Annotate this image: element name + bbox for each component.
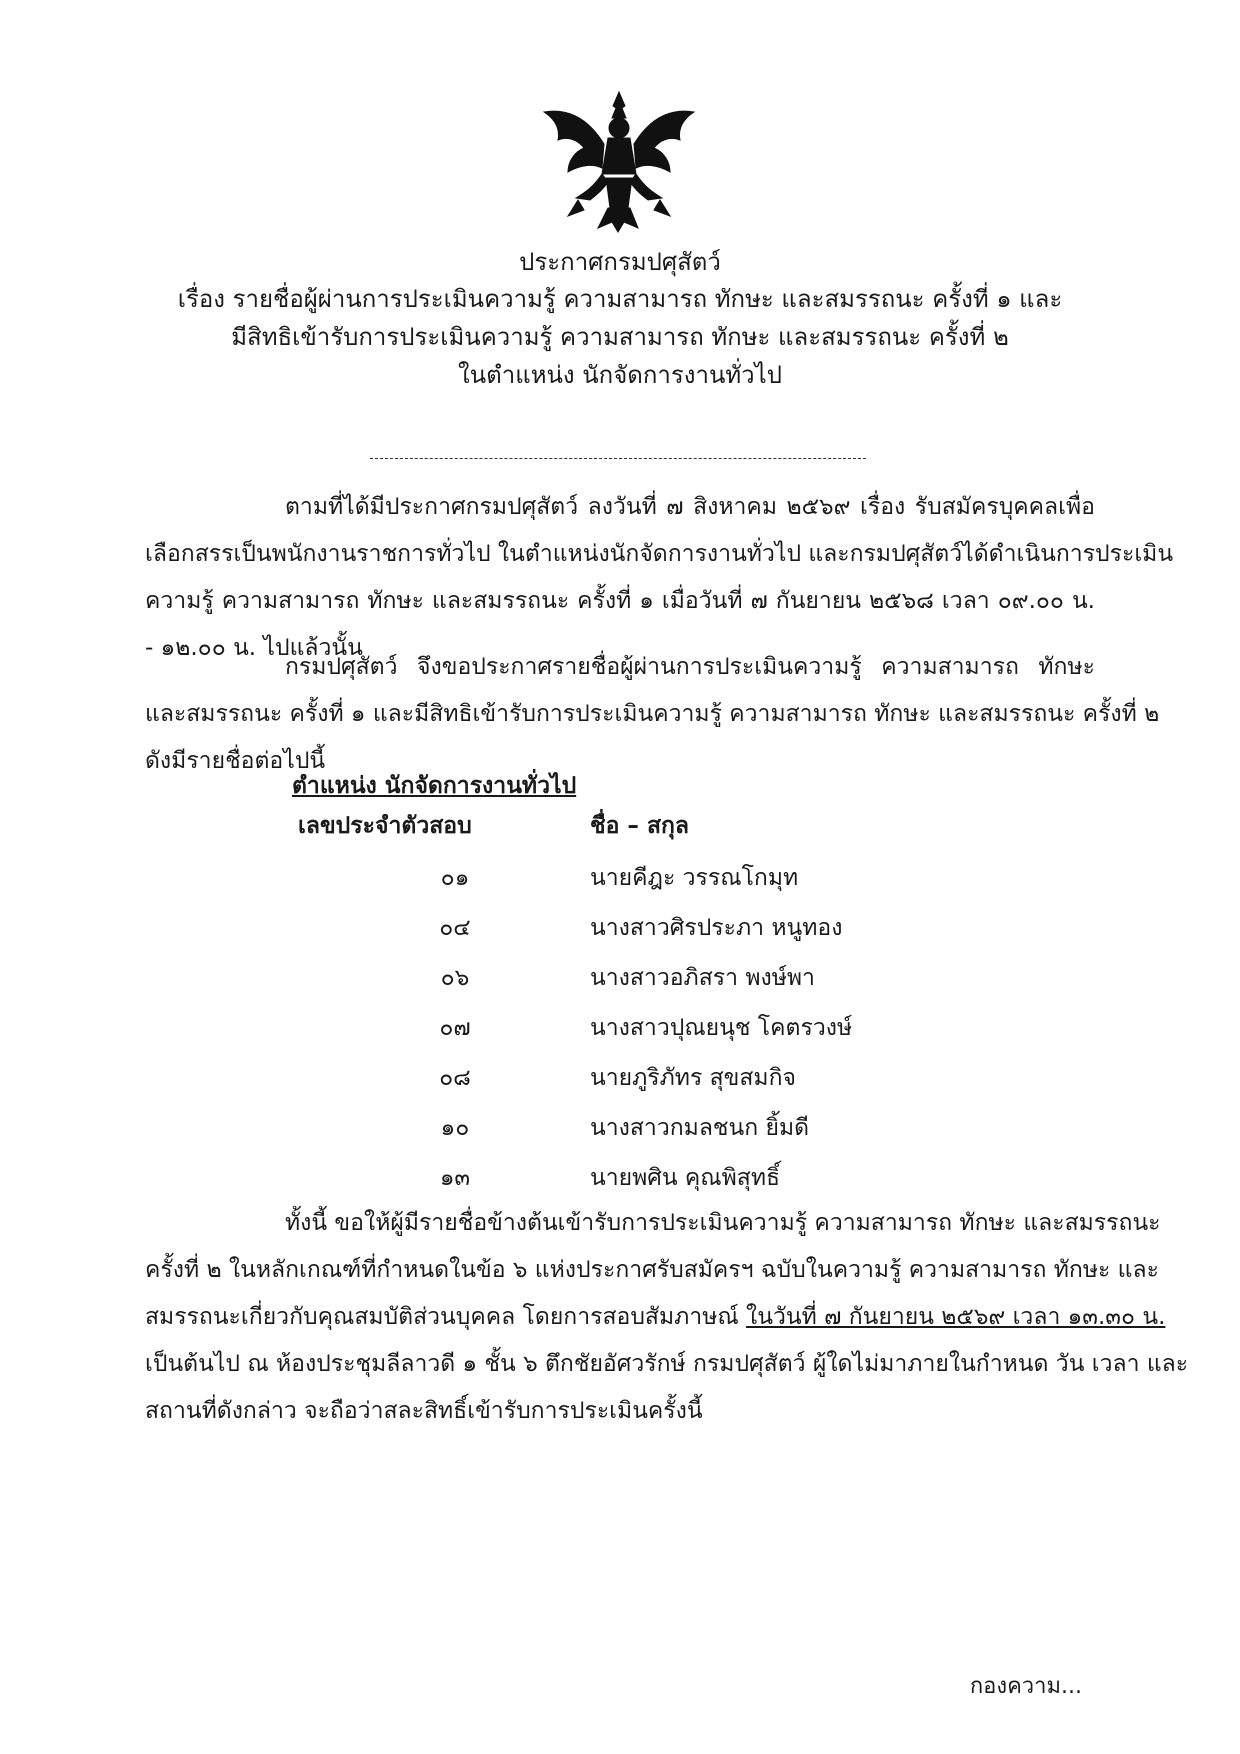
paragraph-1-line: - ๑๒.๐๐ น. ไปแล้วนั้น	[145, 635, 363, 661]
table-row	[0, 1010, 1240, 1050]
dashed-divider	[370, 458, 866, 459]
paragraph-2-line: ดังมีรายชื่อต่อไปนี้	[145, 748, 326, 774]
column-header-exam-number: เลขประจำตัวสอบ	[298, 813, 472, 839]
exam-number: ๐๘	[439, 1065, 471, 1091]
column-header-full-name: ชื่อ – สกุล	[590, 813, 689, 839]
paragraph-3-line: สถานที่ดังกล่าว จะถือว่าสละสิทธิ์เข้ารับการประเมินครั้งนี้	[145, 1398, 703, 1424]
paragraph-3-line: ครั้งที่ ๒ ในหลักเกณฑ์ที่กำหนดในข้อ ๖ แห่งประกาศรับสมัครฯ ฉบับในความรู้ ความสามารถ ทักษะ และ	[145, 1257, 1159, 1283]
exam-number: ๐๑	[440, 865, 470, 891]
subject-line-2: มีสิทธิเข้ารับการประเมินความรู้ ความสามารถ ทักษะ และสมรรถนะ ครั้งที่ ๒	[231, 323, 1009, 351]
paragraph-3-line-text: สมรรถนะเกี่ยวกับคุณสมบัติส่วนบุคคล โดยการสอบสัมภาษณ์	[145, 1304, 747, 1330]
paragraph-1-line: ตามที่ได้มีประกาศกรมปศุสัตว์ ลงวันที่ ๗ สิงหาคม ๒๕๖๙ เรื่อง รับสมัครบุคคลเพื่อ	[285, 494, 1095, 520]
exam-number: ๐๗	[439, 1015, 471, 1041]
paragraph-2-line: และสมรรถนะ ครั้งที่ ๑ และมีสิทธิเข้ารับการประเมินความรู้ ความสามารถ ทักษะ และสมรรถนะ ครั้งที่ ๒	[145, 701, 1160, 727]
table-row	[0, 960, 1240, 1000]
candidate-name: นางสาวอภิสรา พงษ์พา	[590, 965, 815, 991]
table-row	[0, 1110, 1240, 1150]
paragraph-3-line: เป็นต้นไป ณ ห้องประชุมลีลาวดี ๑ ชั้น ๖ ตึกชัยอัศวรักษ์ กรมปศุสัตว์ ผู้ใดไม่มาภายในกำหนด วัน เวลา และ	[145, 1351, 1189, 1377]
paragraph-2	[145, 644, 1160, 785]
subject-line-1: เรื่อง รายชื่อผู้ผ่านการประเมินความรู้ ความสามารถ ทักษะ และสมรรถนะ ครั้งที่ ๑ และ	[177, 285, 1063, 313]
table-row	[0, 860, 1240, 900]
announcement-title: ประกาศกรมปศุสัตว์	[519, 248, 721, 276]
exam-number: ๑๐	[440, 1115, 470, 1141]
candidate-name: นายพศิน คุณพิสุทธิ์	[590, 1165, 781, 1191]
interview-date-time: ในวันที่ ๗ กันยายน ๒๕๖๙ เวลา ๑๓.๓๐ น.	[746, 1304, 1166, 1330]
candidate-name: นายคีฎะ วรรณโกมุท	[590, 865, 799, 891]
garuda-emblem-icon	[538, 88, 700, 236]
table-row	[0, 1060, 1240, 1100]
candidate-name: นางสาวปุณยนุช โคตรวงษ์	[590, 1015, 853, 1041]
paragraph-2-line: กรมปศุสัตว์ จึงขอประกาศรายชื่อผู้ผ่านการประเมินความรู้ ความสามารถ ทักษะ	[285, 654, 1095, 680]
exam-number: ๑๓	[439, 1165, 471, 1191]
paragraph-3	[145, 1200, 1189, 1435]
paragraph-3-line	[145, 1294, 1166, 1341]
continuation-footer: กองความ...	[969, 1674, 1082, 1699]
paragraph-1-line: ความรู้ ความสามารถ ทักษะ และสมรรถนะ ครั้งที่ ๑ เมื่อวันที่ ๗ กันยายน ๒๕๖๘ เวลา ๐๙.๐๐ น.	[145, 588, 1095, 614]
table-row	[0, 910, 1240, 950]
paragraph-1-line: เลือกสรรเป็นพนักงานราชการทั่วไป ในตำแหน่งนักจัดการงานทั่วไป และกรมปศุสัตว์ได้ดำเนินการประเมิน	[145, 541, 1174, 567]
table-row	[0, 1160, 1240, 1200]
paragraph-3-line: ทั้งนี้ ขอให้ผู้มีรายชื่อข้างต้นเข้ารับการประเมินความรู้ ความสามารถ ทักษะ และสมรรถนะ	[285, 1210, 1161, 1236]
candidate-name: นางสาวศิรประภา หนูทอง	[590, 915, 843, 941]
position-heading: ตำแหน่ง นักจัดการงานทั่วไป	[292, 773, 577, 799]
candidate-name: นางสาวกมลชนก ยิ้มดี	[590, 1115, 810, 1141]
exam-number: ๐๖	[440, 965, 470, 991]
subject-line-3: ในตำแหน่ง นักจัดการงานทั่วไป	[458, 361, 782, 389]
candidate-name: นายภูริภัทร สุขสมกิจ	[590, 1065, 796, 1091]
exam-number: ๐๔	[439, 915, 471, 941]
